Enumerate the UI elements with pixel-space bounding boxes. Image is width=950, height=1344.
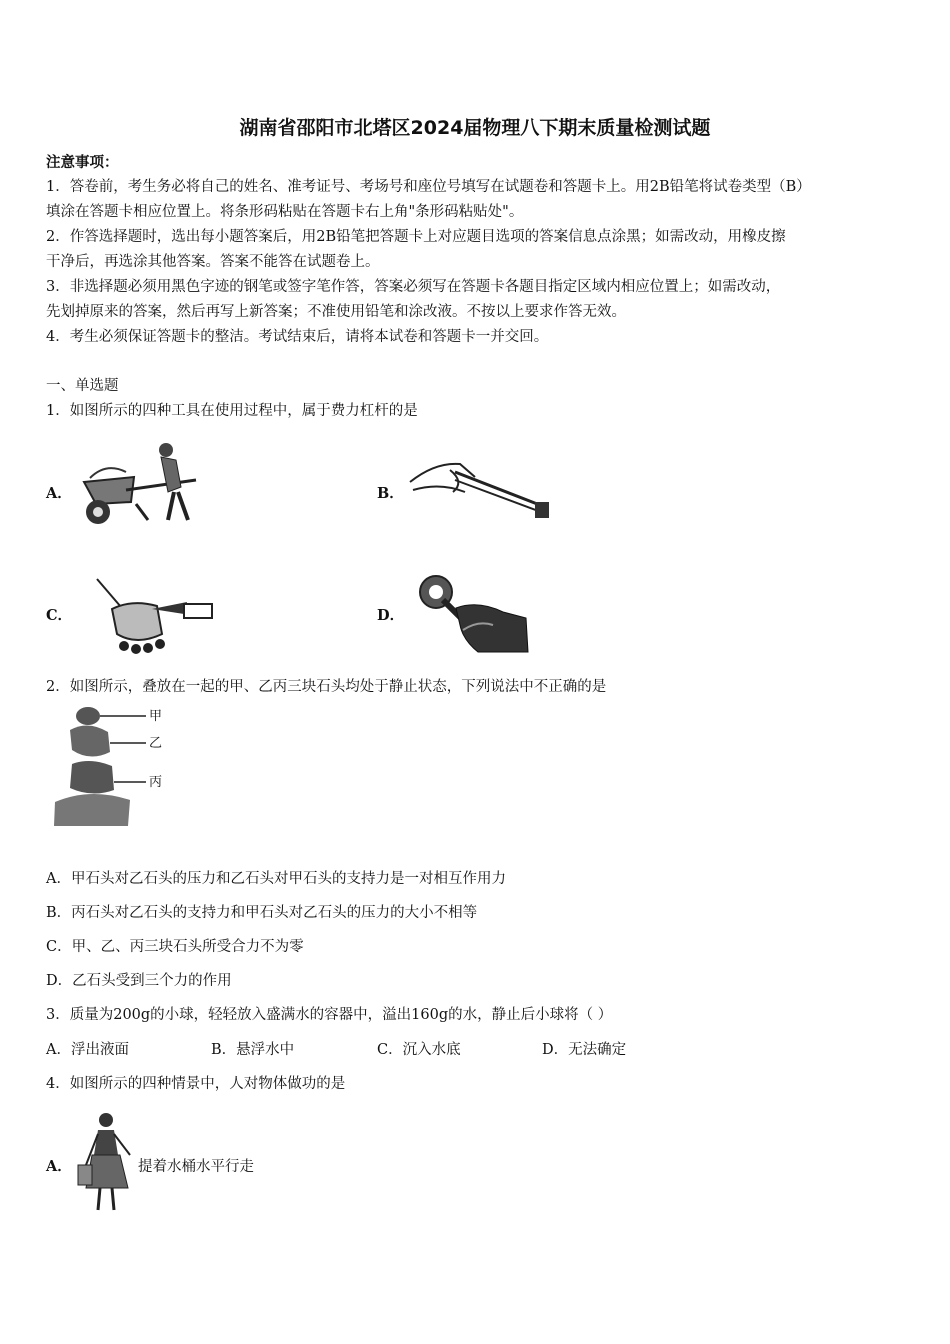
- q1-stem: 1．如图所示的四种工具在使用过程中，属于费力杠杆的是: [46, 403, 418, 419]
- q2-option-d[interactable]: D．乙石头受到三个力的作用: [46, 973, 232, 989]
- q1-option-a-label[interactable]: A．: [46, 485, 72, 502]
- q1-option-d-label[interactable]: D．: [377, 607, 405, 624]
- notice-line: 1．答卷前，考生务必将自己的姓名、准考证号、考场号和座位号填写在试题卷和答题卡上。用2B铅笔将试卷类型（B）: [46, 179, 811, 195]
- q3-option-b[interactable]: B．悬浮水中: [211, 1042, 295, 1058]
- wrench-image: [408, 570, 533, 655]
- q2-option-b[interactable]: B．丙石头对乙石头的支持力和甲石头对乙石头的压力的大小不相等: [46, 905, 478, 921]
- notice-line: 4．考生必须保证答题卡的整洁。考试结束后，请将本试卷和答题卡一并交回。: [46, 329, 549, 345]
- q4-stem: 4．如图所示的四种情景中，人对物体做功的是: [46, 1076, 346, 1092]
- wheelbarrow-image: [76, 432, 206, 527]
- q3-option-c[interactable]: C．沉入水底: [377, 1042, 461, 1058]
- notice-line: 先划掉原来的答案，然后再写上新答案；不准使用铅笔和涂改液。不按以上要求作答无效。: [46, 304, 626, 320]
- stone-label-bing: 丙: [149, 775, 163, 790]
- notice-line: 3．非选择题必须用黑色字迹的钢笔或签字笔作答，答案必须写在答题卡各题目指定区域内相应位置上；如需改动，: [46, 279, 781, 295]
- tongs-image: [405, 452, 555, 524]
- q4-option-a-text[interactable]: 提着水桶水平行走: [138, 1159, 254, 1175]
- notice-heading: 注意事项：: [46, 154, 119, 171]
- notice-line: 干净后，再选涂其他答案。答案不能答在试题卷上。: [46, 254, 380, 270]
- q3-option-d[interactable]: D．无法确定: [542, 1042, 627, 1058]
- q4-option-a-label[interactable]: A．: [46, 1158, 72, 1175]
- section-heading: 一、单选题: [46, 378, 119, 394]
- q3-option-a[interactable]: A．浮出液面: [46, 1042, 129, 1058]
- notice-line: 填涂在答题卡相应位置上。将条形码粘贴在答题卡右上角"条形码粘贴处"。: [46, 204, 524, 220]
- q2-option-a[interactable]: A．甲石头对乙石头的压力和乙石头对甲石头的支持力是一对相互作用力: [46, 871, 506, 887]
- q2-stem: 2．如图所示，叠放在一起的甲、乙丙三块石头均处于静止状态，下列说法中不正确的是: [46, 679, 607, 695]
- q3-stem: 3．质量为200g的小球，轻轻放入盛满水的容器中，溢出160g的水，静止后小球将（ ）: [46, 1007, 613, 1023]
- notice-line: 2．作答选择题时，选出每小题答案后，用2B铅笔把答题卡上对应题目选项的答案信息点涂黑；如需改动，用橡皮擦: [46, 229, 786, 245]
- stone-label-jia: 甲: [149, 709, 163, 724]
- q2-option-c[interactable]: C．甲、乙、丙三块石头所受合力不为零: [46, 939, 304, 955]
- page-title: 湖南省邵阳市北塔区2024届物理八下期末质量检测试题: [239, 117, 711, 139]
- stone-label-yi: 乙: [149, 736, 163, 751]
- woman-carrying-bucket-image: [76, 1110, 138, 1215]
- q1-option-b-label[interactable]: B．: [377, 485, 404, 502]
- q1-option-c-label[interactable]: C．: [46, 607, 73, 624]
- shears-image: [92, 574, 217, 659]
